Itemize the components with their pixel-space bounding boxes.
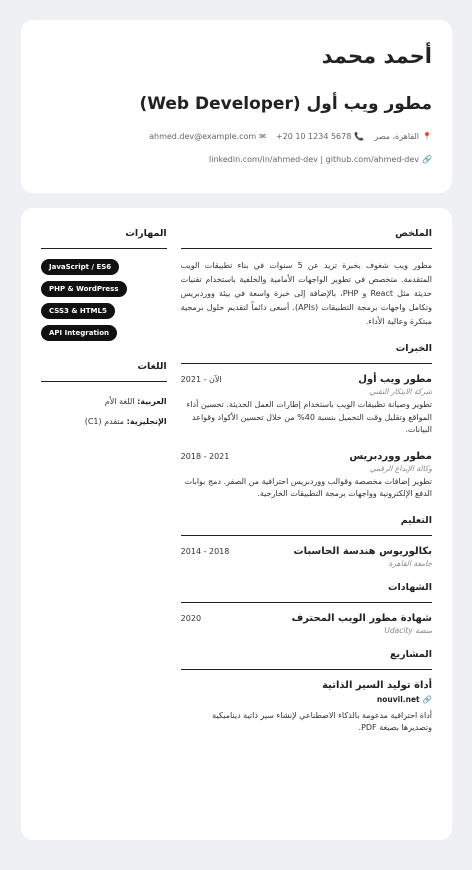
location-pin-icon: 📍 bbox=[422, 132, 432, 141]
language-item bbox=[41, 412, 167, 432]
main-column bbox=[181, 228, 432, 749]
link-icon: 🔗 bbox=[422, 694, 432, 704]
skill-badge: PHP & WordPress bbox=[41, 281, 127, 297]
email-icon: ✉ bbox=[259, 132, 266, 141]
job-company: شركة الابتكار التقني bbox=[369, 387, 432, 396]
university-name: جامعة القاهرة bbox=[388, 558, 432, 568]
projects-title: المشاريع bbox=[181, 649, 432, 670]
email-item[interactable] bbox=[149, 131, 266, 143]
person-name: أحمد محمد bbox=[321, 44, 432, 68]
profile-links[interactable] bbox=[41, 155, 432, 164]
phone-icon: 📞 bbox=[354, 132, 365, 141]
project-link-text: nouvil.net bbox=[376, 694, 420, 704]
content-card bbox=[21, 208, 452, 840]
skills-title: المهارات bbox=[41, 228, 167, 249]
summary-text: مطور ويب شغوف بخبرة تزيد عن 5 سنوات في بناء تطبيقات الويب المتقدمة. متخصص في تطوير الواجهات الأمامية والخلفية باستخدام تقنيات حديثة مثل React و PHP، بالإضافة إلى خبرة واسعة في بيئة ووردبريس وتكامل واجهات برمجة التطبيقات (APIs). أسعى دائماً لتقديم حلول برمجية مبتكرة وعالية الأداء. bbox=[180, 261, 433, 326]
project-description: أداة احترافية مدعومة بالذكاء الاصطناعي لإنشاء سير ذاتية ديناميكية وتصديرها بصيغة PDF. bbox=[212, 710, 432, 732]
job-title: مطور ويب أول bbox=[358, 374, 432, 385]
project-item bbox=[181, 680, 432, 735]
email-text: ahmed.dev@example.com bbox=[149, 132, 257, 141]
project-title: أداة توليد السير الذاتية bbox=[322, 679, 432, 691]
job-role: مطور ويب أول (Web Developer) bbox=[139, 94, 432, 114]
language-item bbox=[41, 392, 167, 412]
languages-title: اللغات bbox=[41, 361, 167, 382]
skills-list bbox=[41, 259, 167, 341]
link-icon: 🔗 bbox=[422, 155, 432, 164]
experience-item bbox=[181, 451, 432, 501]
language-level: متقدم (C1) bbox=[84, 417, 125, 426]
certifications-section bbox=[181, 582, 432, 635]
skill-badge: CSS3 & HTML5 bbox=[41, 303, 115, 319]
experience-title: الخبرات bbox=[181, 343, 432, 364]
degree-title: بكالوريوس هندسة الحاسبات bbox=[293, 545, 432, 557]
job-description: تطوير إضافات مخصصة وقوالب ووردبريس احترافية من الصفر. دمج بوابات الدفع الإلكترونية وواجهات برمجة التطبيقات الخارجية. bbox=[184, 476, 432, 498]
location-item bbox=[374, 131, 432, 143]
cert-issuer: منصة Udacity bbox=[384, 625, 432, 635]
location-text: القاهرة، مصر bbox=[374, 132, 420, 141]
skill-badge: API Integration bbox=[41, 325, 117, 341]
education-title: التعليم bbox=[181, 515, 432, 536]
job-title: مطور ووردبريس bbox=[349, 450, 432, 462]
language-name: العربية: bbox=[137, 397, 167, 406]
education-section bbox=[181, 515, 432, 568]
side-column bbox=[41, 228, 167, 749]
summary-section bbox=[181, 228, 432, 329]
header-card bbox=[21, 20, 452, 193]
cert-date: 2020 bbox=[180, 613, 202, 623]
experience-section bbox=[181, 343, 432, 501]
cert-title: شهادة مطور الويب المحترف bbox=[291, 612, 432, 624]
phone-text: +20 10 1234 5678 bbox=[275, 132, 352, 141]
job-date: 2018 - 2021 bbox=[180, 451, 230, 461]
language-level: اللغة الأم bbox=[104, 397, 135, 406]
links-text: linkedin.com/in/ahmed-dev | github.com/ahmed-dev bbox=[209, 155, 420, 164]
project-link[interactable] bbox=[181, 695, 432, 704]
language-name: الإنجليزية: bbox=[126, 417, 167, 426]
certification-item bbox=[181, 613, 432, 635]
certifications-title: الشهادات bbox=[181, 582, 432, 603]
degree-date: 2014 - 2018 bbox=[180, 546, 230, 556]
contact-row bbox=[41, 131, 432, 143]
projects-section bbox=[181, 649, 432, 735]
job-company: وكالة الإبداع الرقمي bbox=[369, 463, 432, 473]
summary-title: الملخص bbox=[181, 228, 432, 249]
experience-item bbox=[181, 374, 432, 437]
education-item bbox=[181, 546, 432, 568]
skill-badge: JavaScript / ES6 bbox=[41, 259, 119, 275]
job-date: 2021 - الآن bbox=[180, 375, 222, 384]
phone-item[interactable] bbox=[276, 131, 364, 143]
job-description: تطوير وصيانة تطبيقات الويب باستخدام إطارات العمل الحديثة. تحسين أداء المواقع وتقليل وقت التحميل بنسبة 40% من خلال تحسين الأكواد وقواعد البيانات. bbox=[186, 400, 432, 434]
